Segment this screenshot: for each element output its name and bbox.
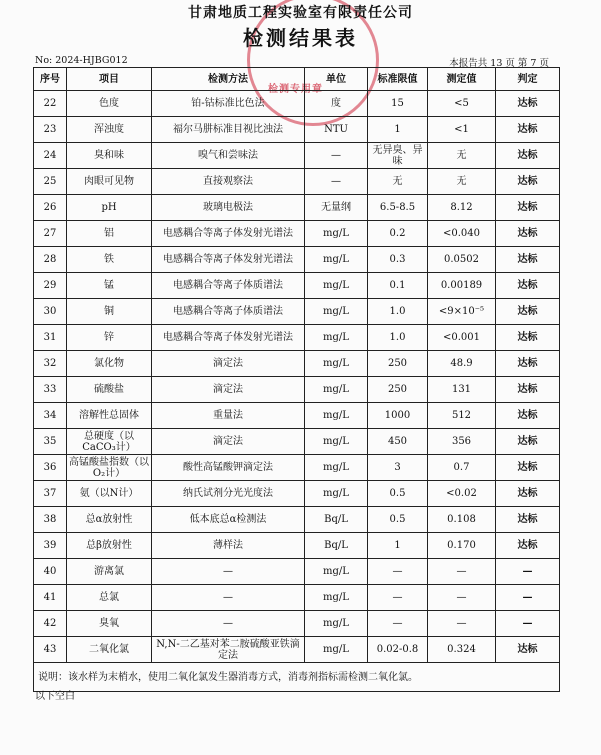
row-value: 512 [428, 403, 496, 429]
row-limit: 1000 [368, 403, 428, 429]
row-item: 氨（以N计） [67, 481, 152, 507]
row-verdict: 达标 [496, 637, 560, 663]
table-row [34, 585, 560, 611]
col-header-value: 测定值 [428, 68, 496, 91]
row-verdict: 达标 [496, 91, 560, 117]
row-limit: 6.5-8.5 [368, 195, 428, 221]
row-method: 电感耦合等离子体质谱法 [152, 299, 305, 325]
table-header-row [34, 68, 560, 91]
row-method: 电感耦合等离子体质谱法 [152, 273, 305, 299]
row-item: 总β放射性 [67, 533, 152, 559]
table-row [34, 273, 560, 299]
row-limit: 无 [368, 169, 428, 195]
row-unit: mg/L [305, 481, 368, 507]
row-no: 27 [34, 221, 67, 247]
table-row [34, 455, 560, 481]
row-verdict: — [496, 559, 560, 585]
row-method: 电感耦合等离子体发射光谱法 [152, 325, 305, 351]
row-value: <1 [428, 117, 496, 143]
report-number: No: 2024-HJBG012 [35, 55, 128, 66]
row-no: 41 [34, 585, 67, 611]
note-text: 说明：该水样为末梢水，使用二氧化氯发生器消毒方式，消毒剂指标需检测二氧化氯。 [34, 663, 560, 692]
row-limit: 1 [368, 117, 428, 143]
row-item: 硫酸盐 [67, 377, 152, 403]
row-method: — [152, 585, 305, 611]
row-no: 30 [34, 299, 67, 325]
row-limit: 250 [368, 377, 428, 403]
row-verdict: 达标 [496, 429, 560, 455]
row-limit: 1 [368, 533, 428, 559]
row-method: 酸性高锰酸钾滴定法 [152, 455, 305, 481]
row-value: 8.12 [428, 195, 496, 221]
page-title: 检测结果表 [243, 26, 358, 50]
row-verdict: 达标 [496, 455, 560, 481]
table-row [34, 325, 560, 351]
row-value: 0.0502 [428, 247, 496, 273]
row-value: 131 [428, 377, 496, 403]
row-verdict: 达标 [496, 221, 560, 247]
row-unit: Bq/L [305, 507, 368, 533]
page-info: 本报告共 13 页 第 7 页 [449, 58, 549, 69]
row-value: — [428, 611, 496, 637]
row-verdict: 达标 [496, 351, 560, 377]
row-unit: NTU [305, 117, 368, 143]
footer-blank-below: 以下空白 [35, 691, 75, 702]
row-value: — [428, 585, 496, 611]
row-method: 电感耦合等离子体发射光谱法 [152, 221, 305, 247]
row-verdict: — [496, 611, 560, 637]
row-verdict: 达标 [496, 377, 560, 403]
row-unit: — [305, 143, 368, 169]
row-no: 24 [34, 143, 67, 169]
row-method: 玻璃电极法 [152, 195, 305, 221]
row-value: 356 [428, 429, 496, 455]
col-header-method: 检测方法 [152, 68, 305, 91]
row-item: 肉眼可见物 [67, 169, 152, 195]
table-body [34, 91, 560, 663]
row-method: 纳氏试剂分光光度法 [152, 481, 305, 507]
row-verdict: 达标 [496, 273, 560, 299]
row-value: <0.040 [428, 221, 496, 247]
row-item: 高锰酸盐指数（以O₂计） [67, 455, 152, 481]
row-value: 0.170 [428, 533, 496, 559]
row-verdict: 达标 [496, 143, 560, 169]
row-item: 总氯 [67, 585, 152, 611]
row-item: 铁 [67, 247, 152, 273]
row-value: 48.9 [428, 351, 496, 377]
table-row [34, 195, 560, 221]
row-limit: 0.2 [368, 221, 428, 247]
row-no: 37 [34, 481, 67, 507]
row-limit: 0.3 [368, 247, 428, 273]
row-limit: 0.1 [368, 273, 428, 299]
row-unit: mg/L [305, 273, 368, 299]
row-method: 直接观察法 [152, 169, 305, 195]
row-verdict: 达标 [496, 299, 560, 325]
row-value: <5 [428, 91, 496, 117]
table-row [34, 377, 560, 403]
row-unit: mg/L [305, 221, 368, 247]
table-row [34, 611, 560, 637]
row-unit: mg/L [305, 403, 368, 429]
row-no: 33 [34, 377, 67, 403]
row-unit: Bq/L [305, 533, 368, 559]
row-item: 铜 [67, 299, 152, 325]
row-no: 39 [34, 533, 67, 559]
row-value: 无 [428, 143, 496, 169]
note-row [34, 663, 560, 692]
table-row [34, 169, 560, 195]
row-no: 32 [34, 351, 67, 377]
row-no: 28 [34, 247, 67, 273]
row-method: — [152, 559, 305, 585]
row-item: 锰 [67, 273, 152, 299]
row-unit: mg/L [305, 429, 368, 455]
table-row [34, 91, 560, 117]
row-limit: 15 [368, 91, 428, 117]
row-item: pH [67, 195, 152, 221]
col-header-unit: 单位 [305, 68, 368, 91]
row-limit: — [368, 559, 428, 585]
row-item: 铝 [67, 221, 152, 247]
row-method: 低本底总α检测法 [152, 507, 305, 533]
row-method: 滴定法 [152, 351, 305, 377]
row-method: 电感耦合等离子体发射光谱法 [152, 247, 305, 273]
row-value: — [428, 559, 496, 585]
row-unit: mg/L [305, 611, 368, 637]
table-row [34, 247, 560, 273]
row-verdict: 达标 [496, 117, 560, 143]
row-verdict: 达标 [496, 507, 560, 533]
row-item: 总α放射性 [67, 507, 152, 533]
table-row [34, 351, 560, 377]
row-value: <0.02 [428, 481, 496, 507]
row-value: 0.7 [428, 455, 496, 481]
row-no: 43 [34, 637, 67, 663]
row-verdict: 达标 [496, 247, 560, 273]
row-method: 滴定法 [152, 429, 305, 455]
row-no: 35 [34, 429, 67, 455]
row-limit: — [368, 611, 428, 637]
results-table [33, 67, 560, 692]
row-no: 29 [34, 273, 67, 299]
row-value: 0.00189 [428, 273, 496, 299]
row-method: 重量法 [152, 403, 305, 429]
row-limit: 1.0 [368, 299, 428, 325]
col-header-item: 项目 [67, 68, 152, 91]
row-limit: 450 [368, 429, 428, 455]
col-header-verdict: 判定 [496, 68, 560, 91]
row-item: 锌 [67, 325, 152, 351]
row-method: 嗅气和尝味法 [152, 143, 305, 169]
row-no: 23 [34, 117, 67, 143]
row-no: 36 [34, 455, 67, 481]
table-row [34, 429, 560, 455]
row-unit: 无量纲 [305, 195, 368, 221]
row-unit: 度 [305, 91, 368, 117]
table-row [34, 299, 560, 325]
row-verdict: 达标 [496, 403, 560, 429]
table-row [34, 221, 560, 247]
row-limit: — [368, 585, 428, 611]
row-item: 色度 [67, 91, 152, 117]
row-no: 42 [34, 611, 67, 637]
col-header-limit: 标准限值 [368, 68, 428, 91]
row-limit: 0.5 [368, 481, 428, 507]
table-row [34, 403, 560, 429]
col-header-no: 序号 [34, 68, 67, 91]
row-limit: 0.5 [368, 507, 428, 533]
row-item: 溶解性总固体 [67, 403, 152, 429]
row-method: 福尔马肼标准目视比浊法 [152, 117, 305, 143]
row-unit: — [305, 169, 368, 195]
row-unit: mg/L [305, 377, 368, 403]
row-method: N,N-二乙基对苯二胺硫酸亚铁滴定法 [152, 637, 305, 663]
row-value: 0.324 [428, 637, 496, 663]
row-verdict: — [496, 585, 560, 611]
row-value: 0.108 [428, 507, 496, 533]
row-item: 浑浊度 [67, 117, 152, 143]
table-row [34, 507, 560, 533]
row-limit: 3 [368, 455, 428, 481]
row-unit: mg/L [305, 559, 368, 585]
row-unit: mg/L [305, 455, 368, 481]
row-value: <9×10⁻⁵ [428, 299, 496, 325]
row-no: 25 [34, 169, 67, 195]
row-unit: mg/L [305, 299, 368, 325]
row-no: 38 [34, 507, 67, 533]
row-verdict: 达标 [496, 533, 560, 559]
row-item: 二氧化氯 [67, 637, 152, 663]
company-name: 甘肃地质工程实验室有限责任公司 [188, 5, 413, 21]
row-verdict: 达标 [496, 169, 560, 195]
row-method: 铂-钴标准比色法 [152, 91, 305, 117]
table-row [34, 533, 560, 559]
row-verdict: 达标 [496, 195, 560, 221]
table-row [34, 117, 560, 143]
stamp-label: 检测专用章 [268, 84, 323, 95]
row-unit: mg/L [305, 637, 368, 663]
table-row [34, 637, 560, 663]
row-item: 臭和味 [67, 143, 152, 169]
row-verdict: 达标 [496, 325, 560, 351]
row-no: 31 [34, 325, 67, 351]
row-item: 氯化物 [67, 351, 152, 377]
table-row [34, 481, 560, 507]
row-item: 游离氯 [67, 559, 152, 585]
row-no: 22 [34, 91, 67, 117]
row-item: 总硬度（以CaCO₃计） [67, 429, 152, 455]
row-unit: mg/L [305, 325, 368, 351]
row-method: 滴定法 [152, 377, 305, 403]
row-method: — [152, 611, 305, 637]
row-unit: mg/L [305, 247, 368, 273]
row-no: 26 [34, 195, 67, 221]
table-row [34, 143, 560, 169]
row-limit: 1.0 [368, 325, 428, 351]
row-no: 40 [34, 559, 67, 585]
row-unit: mg/L [305, 585, 368, 611]
table-row [34, 559, 560, 585]
row-item: 臭氧 [67, 611, 152, 637]
row-limit: 无异臭、异味 [368, 143, 428, 169]
row-value: 无 [428, 169, 496, 195]
row-limit: 0.02-0.8 [368, 637, 428, 663]
row-limit: 250 [368, 351, 428, 377]
row-verdict: 达标 [496, 481, 560, 507]
row-value: <0.001 [428, 325, 496, 351]
row-no: 34 [34, 403, 67, 429]
row-unit: mg/L [305, 351, 368, 377]
row-method: 薄样法 [152, 533, 305, 559]
